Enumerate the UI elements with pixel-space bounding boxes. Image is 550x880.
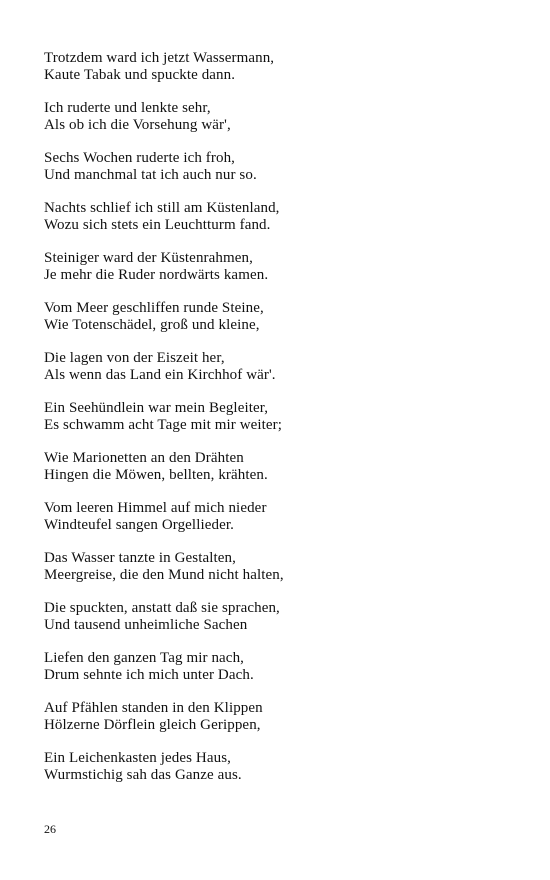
poem-line: Als ob ich die Vorsehung wär', xyxy=(44,117,231,133)
poem-line: Hingen die Möwen, bellten, krähten. xyxy=(44,467,268,483)
stanza xyxy=(44,750,524,784)
poem-line: Wozu sich stets ein Leuchtturm fand. xyxy=(44,217,271,233)
poem-line: Wurmstichig sah das Ganze aus. xyxy=(44,767,242,783)
poem-line: Je mehr die Ruder nordwärts kamen. xyxy=(44,267,269,283)
stanza xyxy=(44,450,524,484)
stanza xyxy=(44,500,524,534)
stanza xyxy=(44,200,524,234)
poem-line: Wie Totenschädel, groß und kleine, xyxy=(44,317,260,333)
poem-line: Windteufel sangen Orgellieder. xyxy=(44,517,234,533)
stanza xyxy=(44,250,524,284)
poem-line: Als wenn das Land ein Kirchhof wär'. xyxy=(44,367,276,383)
poem-line: Es schwamm acht Tage mit mir weiter; xyxy=(44,417,283,433)
poem-line: Drum sehnte ich mich unter Dach. xyxy=(44,667,254,683)
poem-line: Ein Leichenkasten jedes Haus, xyxy=(44,750,232,766)
stanza xyxy=(44,550,524,584)
poem-line: Liefen den ganzen Tag mir nach, xyxy=(44,650,245,666)
poem-line: Das Wasser tanzte in Gestalten, xyxy=(44,550,236,566)
stanza xyxy=(44,400,524,434)
stanza xyxy=(44,600,524,634)
stanza xyxy=(44,50,524,84)
poem-line: Die lagen von der Eiszeit her, xyxy=(44,350,225,366)
poem-line: Vom Meer geschliffen runde Steine, xyxy=(44,300,264,316)
poem-line: Sechs Wochen ruderte ich froh, xyxy=(44,150,236,166)
poem-line: Auf Pfählen standen in den Klippen xyxy=(44,700,263,716)
poem-line: Und manchmal tat ich auch nur so. xyxy=(44,167,257,183)
poem-line: Und tausend unheimliche Sachen xyxy=(44,617,248,633)
stanza xyxy=(44,150,524,184)
poem-line: Vom leeren Himmel auf mich nieder xyxy=(44,500,267,516)
poem-line: Ein Seehündlein war mein Begleiter, xyxy=(44,400,269,416)
poem-line: Hölzerne Dörflein gleich Gerippen, xyxy=(44,717,261,733)
stanza xyxy=(44,300,524,334)
poem-line: Wie Marionetten an den Drähten xyxy=(44,450,244,466)
poem-line: Nachts schlief ich still am Küstenland, xyxy=(44,200,280,216)
poem-line: Trotzdem ward ich jetzt Wassermann, xyxy=(44,50,275,66)
poem-line: Kaute Tabak und spuckte dann. xyxy=(44,67,236,83)
poem-text xyxy=(44,50,524,800)
page-number: 26 xyxy=(44,822,56,836)
poem-line: Die spuckten, anstatt daß sie sprachen, xyxy=(44,600,280,616)
stanza xyxy=(44,100,524,134)
stanza xyxy=(44,350,524,384)
poem-line: Ich ruderte und lenkte sehr, xyxy=(44,100,211,116)
poem-line: Steiniger ward der Küstenrahmen, xyxy=(44,250,253,266)
poem-line: Meergreise, die den Mund nicht halten, xyxy=(44,567,284,583)
stanza xyxy=(44,700,524,734)
stanza xyxy=(44,650,524,684)
